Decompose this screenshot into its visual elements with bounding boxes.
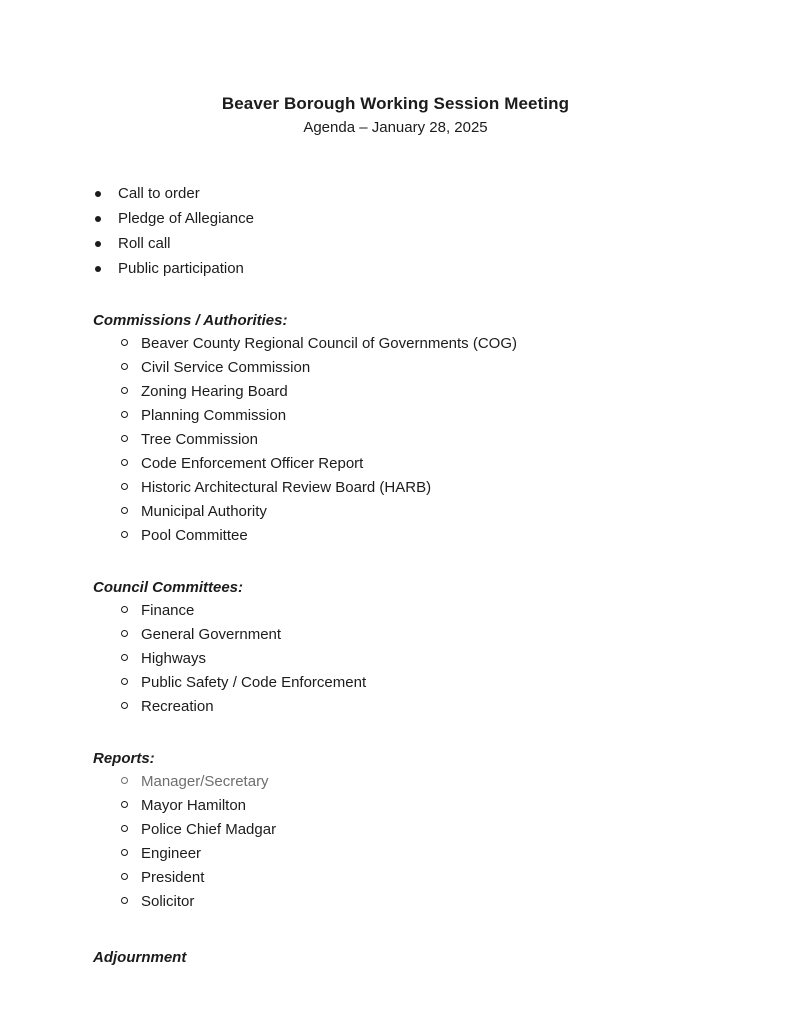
agenda-item [93,259,731,279]
circle-bullet-icon [121,873,128,880]
agenda-item-label: Zoning Hearing Board [141,383,288,400]
circle-bullet-icon [121,897,128,904]
agenda-item-label: Police Chief Madgar [141,821,277,838]
agenda-item-label: Municipal Authority [141,503,267,520]
circle-bullet-icon [121,411,128,418]
circle-bullet-icon [121,606,128,613]
agenda-item [121,454,731,474]
circle-bullet-icon [121,363,128,370]
section-heading: Council Committees: [93,579,244,596]
agenda-item-label: President [141,869,205,886]
circle-bullet-icon [121,630,128,637]
agenda-item-label: Code Enforcement Officer Report [141,455,364,472]
agenda-item [121,892,731,912]
circle-bullet-icon [121,777,128,784]
agenda-item-label: Pledge of Allegiance [118,210,254,227]
agenda-item [121,844,731,864]
circle-bullet-icon [121,531,128,538]
agenda-item [121,796,731,816]
agenda-item [121,430,731,450]
agenda-item [121,526,731,546]
page-title: Beaver Borough Working Session Meeting [221,94,570,113]
agenda-item-label: Public participation [118,260,244,277]
agenda-item [121,673,731,693]
agenda-item [93,209,731,229]
circle-bullet-icon [121,702,128,709]
agenda-item-label: Public Safety / Code Enforcement [141,674,367,691]
agenda-item-label: Mayor Hamilton [141,797,247,814]
agenda-item-label: Planning Commission [141,407,287,424]
section-heading: Commissions / Authorities: [93,312,288,329]
agenda-item-label: Tree Commission [141,431,258,448]
agenda-section [93,749,731,912]
agenda-item [121,601,731,621]
agenda-section [93,311,731,546]
agenda-item-label: Historic Architectural Review Board (HARB) [141,479,432,496]
disc-bullet-icon [95,216,101,222]
section-item-list [93,334,731,546]
document-body [0,184,791,968]
section-item-list [93,601,731,717]
circle-bullet-icon [121,435,128,442]
agenda-item [121,406,731,426]
agenda-item [121,868,731,888]
agenda-item-label: Civil Service Commission [141,359,311,376]
agenda-item-label: Beaver County Regional Council of Governments (COG) [141,335,517,352]
agenda-item [121,697,731,717]
agenda-item [93,234,731,254]
agenda-item-label: Engineer [141,845,202,862]
agenda-item-label: Roll call [118,235,171,252]
disc-bullet-icon [95,191,101,197]
agenda-item [121,382,731,402]
agenda-section [93,578,731,717]
agenda-item-label: Pool Committee [141,527,248,544]
circle-bullet-icon [121,801,128,808]
agenda-item [121,358,731,378]
closing-heading: Adjournment [93,949,187,966]
agenda-item-label: Recreation [141,698,214,715]
circle-bullet-icon [121,483,128,490]
circle-bullet-icon [121,339,128,346]
agenda-item-label: Call to order [118,185,200,202]
circle-bullet-icon [121,654,128,661]
disc-bullet-icon [95,241,101,247]
agenda-item [121,649,731,669]
circle-bullet-icon [121,387,128,394]
circle-bullet-icon [121,678,128,685]
agenda-item [121,334,731,354]
circle-bullet-icon [121,825,128,832]
agenda-item-label: General Government [141,626,282,643]
agenda-item-label: Highways [141,650,207,667]
document-header [0,0,791,137]
section-heading: Reports: [93,750,155,767]
agenda-item [121,502,731,522]
circle-bullet-icon [121,849,128,856]
agenda-item [93,184,731,204]
agenda-item-label: Finance [141,602,195,619]
agenda-item-label: Manager/Secretary [141,773,269,790]
agenda-sections [93,311,731,912]
page-subtitle: Agenda – January 28, 2025 [303,119,488,136]
disc-bullet-icon [95,266,101,272]
circle-bullet-icon [121,459,128,466]
circle-bullet-icon [121,507,128,514]
agenda-item [121,772,731,792]
agenda-item [121,820,731,840]
agenda-item [121,478,731,498]
agenda-item-label: Solicitor [141,893,195,910]
section-item-list [93,772,731,912]
agenda-item [121,625,731,645]
opening-agenda-list [93,184,731,279]
